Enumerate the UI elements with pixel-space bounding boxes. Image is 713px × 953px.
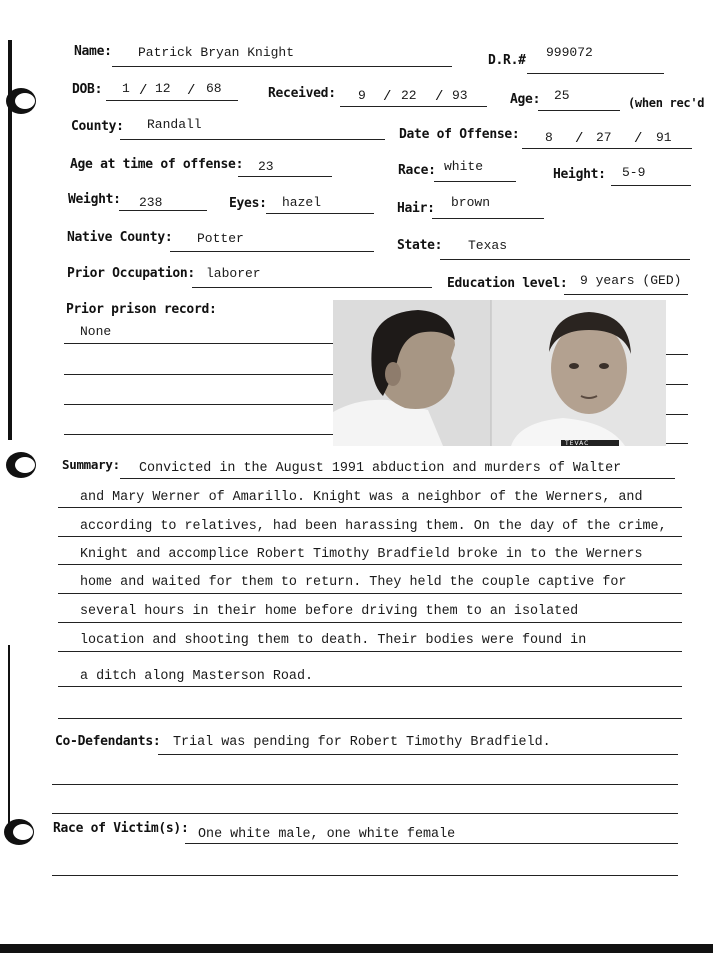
victim-race-line bbox=[185, 843, 678, 844]
name-value: Patrick Bryan Knight bbox=[138, 45, 295, 60]
binder-edge-lower bbox=[8, 645, 10, 835]
victim-race-label: Race of Victim(s): bbox=[53, 821, 189, 836]
dob-slash-1: / bbox=[139, 83, 148, 99]
received-slash-2: / bbox=[435, 89, 444, 105]
summary-line-3 bbox=[58, 536, 682, 537]
summary-line-text-8: a ditch along Masterson Road. bbox=[80, 669, 314, 684]
offense-slash-1: / bbox=[575, 131, 584, 147]
victim-race-line-2 bbox=[52, 875, 678, 876]
education-value: 9 years (GED) bbox=[580, 273, 682, 288]
native-county-label: Native County: bbox=[67, 230, 173, 245]
right-stub-3 bbox=[666, 414, 688, 415]
received-day: 22 bbox=[401, 88, 417, 103]
state-value: Texas bbox=[468, 238, 508, 253]
victim-race-value: One white male, one white female bbox=[198, 827, 456, 842]
age-value: 25 bbox=[554, 88, 570, 103]
county-line bbox=[120, 139, 385, 140]
mugshot-placard: TEVAC bbox=[565, 440, 590, 447]
native-county-value: Potter bbox=[197, 231, 244, 246]
dob-line bbox=[106, 100, 238, 101]
age-offense-line bbox=[238, 176, 332, 177]
eyes-label: Eyes: bbox=[229, 196, 267, 211]
punch-hole-top bbox=[6, 88, 36, 114]
mugshot-illustration bbox=[333, 300, 666, 446]
offense-year: 91 bbox=[656, 130, 672, 145]
codefendants-value: Trial was pending for Robert Timothy Bradfield. bbox=[173, 735, 551, 750]
prior-occupation-label: Prior Occupation: bbox=[67, 266, 195, 281]
punch-hole-bottom bbox=[4, 819, 34, 845]
right-stub-4 bbox=[666, 443, 688, 444]
state-line bbox=[440, 259, 690, 260]
prior-occupation-value: laborer bbox=[206, 266, 261, 281]
summary-line-text-2: and Mary Werner of Amarillo. Knight was a neighbor of the Werners, and bbox=[80, 490, 643, 505]
height-line bbox=[611, 185, 691, 186]
weight-value: 238 bbox=[139, 195, 163, 210]
prior-record-line-4 bbox=[64, 434, 334, 435]
mugshot-photo bbox=[333, 300, 666, 446]
age-offense-label: Age at time of offense: bbox=[70, 157, 244, 172]
state-label: State: bbox=[397, 238, 443, 253]
received-line bbox=[340, 106, 487, 107]
hair-label: Hair: bbox=[397, 201, 435, 216]
codefendants-line bbox=[158, 754, 678, 755]
native-county-line bbox=[170, 251, 374, 252]
age-label: Age: bbox=[510, 92, 541, 107]
summary-label: Summary: bbox=[62, 457, 120, 472]
eyes-line bbox=[266, 213, 374, 214]
offense-month: 8 bbox=[545, 130, 553, 145]
education-line bbox=[564, 294, 688, 295]
codefendants-line-2 bbox=[52, 784, 678, 785]
prior-record-line-2 bbox=[64, 374, 334, 375]
received-label: Received: bbox=[268, 86, 336, 101]
dob-day: 12 bbox=[155, 81, 171, 96]
hair-line bbox=[432, 218, 544, 219]
height-label: Height: bbox=[553, 167, 606, 182]
summary-line-6 bbox=[58, 622, 682, 623]
summary-line-4 bbox=[58, 564, 682, 565]
dob-label: DOB: bbox=[72, 82, 103, 97]
race-line bbox=[434, 181, 516, 182]
summary-line-text-6: several hours in their home before driving them to an isolated bbox=[80, 604, 579, 619]
county-label: County: bbox=[71, 119, 124, 134]
dr-value: 999072 bbox=[546, 45, 593, 60]
summary-line-text-4: Knight and accomplice Robert Timothy Bradfield broke in to the Werners bbox=[80, 547, 643, 562]
name-line bbox=[112, 66, 452, 67]
received-slash-1: / bbox=[383, 89, 392, 105]
prior-occupation-line bbox=[192, 287, 432, 288]
scan-edge-bar bbox=[0, 944, 713, 953]
right-stub-1 bbox=[666, 354, 688, 355]
name-label: Name: bbox=[74, 44, 112, 59]
received-month: 9 bbox=[358, 88, 366, 103]
dob-year: 68 bbox=[206, 81, 222, 96]
age-note: (when rec'd bbox=[628, 96, 705, 110]
county-value: Randall bbox=[147, 117, 202, 132]
offense-date-label: Date of Offense: bbox=[399, 127, 520, 142]
prior-record-line-3 bbox=[64, 404, 334, 405]
summary-line-text-7: location and shooting them to death. Their bodies were found in bbox=[80, 633, 587, 648]
offense-date-line bbox=[522, 148, 692, 149]
codefendants-line-3 bbox=[52, 813, 678, 814]
prior-record-line-1 bbox=[64, 343, 334, 344]
summary-line-text-5: home and waited for them to return. They held the couple captive for bbox=[80, 575, 627, 590]
dob-month: 1 bbox=[122, 81, 130, 96]
dr-label: D.R.# bbox=[488, 53, 526, 68]
codefendants-label: Co-Defendants: bbox=[55, 734, 161, 749]
eyes-value: hazel bbox=[282, 195, 322, 210]
summary-line-7 bbox=[58, 651, 682, 652]
education-label: Education level: bbox=[447, 276, 568, 291]
race-label: Race: bbox=[398, 163, 436, 178]
height-value: 5-9 bbox=[622, 165, 646, 180]
dr-line bbox=[527, 73, 664, 74]
summary-line-8 bbox=[58, 686, 682, 687]
age-line bbox=[538, 110, 620, 111]
offense-slash-2: / bbox=[634, 131, 643, 147]
hair-value: brown bbox=[451, 195, 491, 210]
summary-line-text-3: according to relatives, had been harassing them. On the day of the crime, bbox=[80, 519, 667, 534]
weight-line bbox=[119, 210, 207, 211]
summary-line-1 bbox=[120, 478, 675, 479]
summary-line-2 bbox=[58, 507, 682, 508]
summary-line-text-1: Convicted in the August 1991 abduction and murders of Walter bbox=[139, 461, 622, 476]
summary-line-5 bbox=[58, 593, 682, 594]
punch-hole-middle bbox=[6, 452, 36, 478]
dob-slash-2: / bbox=[187, 83, 196, 99]
prior-record-value: None bbox=[80, 324, 112, 339]
offense-day: 27 bbox=[596, 130, 612, 145]
summary-line-9 bbox=[58, 718, 682, 719]
age-offense-value: 23 bbox=[258, 159, 274, 174]
received-year: 93 bbox=[452, 88, 468, 103]
prior-record-label: Prior prison record: bbox=[66, 302, 217, 317]
race-value: white bbox=[444, 159, 484, 174]
weight-label: Weight: bbox=[68, 192, 121, 207]
right-stub-2 bbox=[666, 384, 688, 385]
